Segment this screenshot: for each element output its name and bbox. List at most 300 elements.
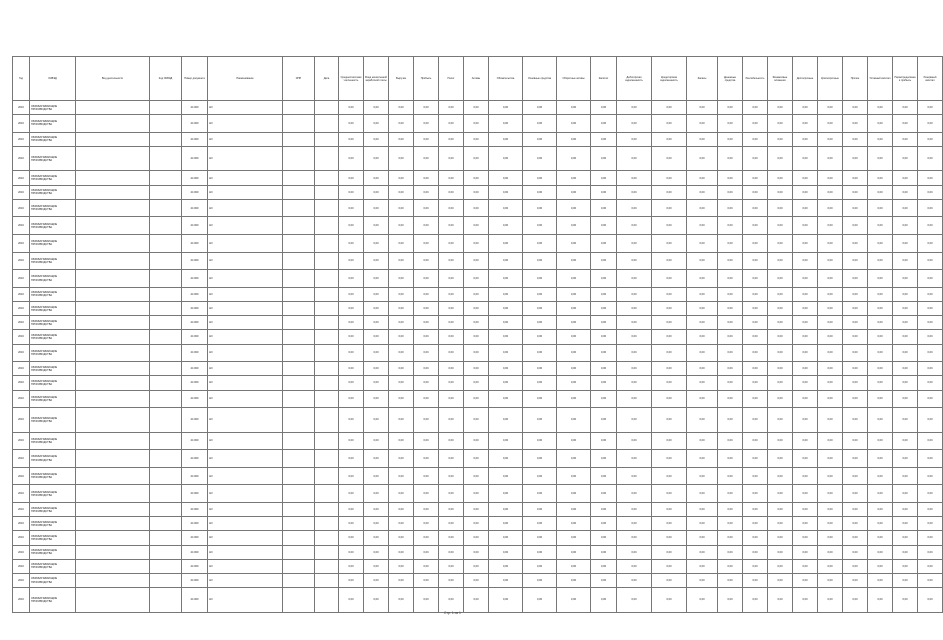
table-cell [150,390,182,408]
table-cell: 0,00 [768,171,793,185]
table-cell: 44 000 [182,115,208,133]
table-cell: 0,00 [339,467,364,485]
table-cell: 0,00 [652,545,687,559]
table-cell: 44 000 [182,344,208,362]
table-cell: 0,00 [818,146,843,171]
table-cell: 0,00 [389,101,414,115]
table-cell: 0,00 [557,432,591,450]
table-cell: 0,00 [591,330,617,344]
table-cell: 0,00 [364,101,389,115]
table-cell [283,132,315,146]
table-row [13,517,943,531]
table-cell: 0,00 [652,132,687,146]
table-cell: 0,00 [843,235,868,253]
table-cell: 0,00 [523,199,557,217]
table-cell: 0,00 [843,171,868,185]
table-cell [150,344,182,362]
table-cell: АО [208,503,283,517]
table-cell: 0,00 [464,316,489,330]
table-cell: 0,00 [652,217,687,235]
column-header: Фонд начисленной заработной платы [364,57,389,101]
table-cell: 0,00 [893,545,918,559]
table-cell: 0,00 [793,503,818,517]
table-cell: 44 000 [182,199,208,217]
table-cell [76,531,150,545]
table-cell [150,101,182,115]
table-cell [283,573,315,587]
table-cell: 0,00 [843,432,868,450]
table-cell: 0,00 [793,199,818,217]
table-cell: 0,00 [718,316,743,330]
table-cell: 0,00 [617,302,652,316]
table-cell: 0,00 [652,432,687,450]
table-cell: 0,00 [893,199,918,217]
table-cell: 0,00 [868,252,893,270]
table-cell: 2016 [13,316,30,330]
table-cell: 0,00 [364,559,389,573]
table-cell: 0,00 [918,408,943,433]
table-cell: 0,00 [743,132,768,146]
table-cell [76,467,150,485]
table-cell: 0,00 [557,316,591,330]
table-cell: 0,00 [489,376,523,390]
table-cell: 0,00 [893,270,918,288]
table-cell: 0,00 [743,235,768,253]
table-cell: 0,00 [389,559,414,573]
table-cell: 0,00 [687,376,718,390]
table-cell: 0,00 [617,545,652,559]
table-row [13,270,943,288]
table-cell [283,316,315,330]
table-cell [283,185,315,199]
table-cell: 2016 [13,235,30,253]
table-cell: 0,00 [893,573,918,587]
table-cell: 0,00 [743,101,768,115]
table-cell: 0,00 [591,185,617,199]
table-cell: 0,00 [464,467,489,485]
table-cell: 0,00 [364,270,389,288]
table-cell: 0,00 [439,432,464,450]
table-cell: 0,00 [464,171,489,185]
table-cell: 0,00 [718,344,743,362]
table-cell [315,467,339,485]
table-cell: 0,00 [389,517,414,531]
table-row [13,485,943,503]
table-row [13,101,943,115]
table-cell: АО [208,302,283,316]
table-cell: 0,00 [793,531,818,545]
table-cell [76,287,150,301]
table-cell: 0,00 [389,217,414,235]
table-cell: 0,00 [843,362,868,376]
table-cell [283,217,315,235]
table-cell [315,252,339,270]
table-cell: 0,00 [768,408,793,433]
table-cell: 0,00 [339,503,364,517]
table-cell: 0,00 [687,217,718,235]
table-cell [76,270,150,288]
table-cell: 0,00 [768,235,793,253]
table-cell: 0,00 [893,362,918,376]
table-cell: 0,00 [818,302,843,316]
table-cell: 0,00 [718,517,743,531]
table-cell: ОБРАБАТЫВАЮЩИЕ ПРОИЗВОДСТВА [30,588,76,613]
table-cell: ОБРАБАТЫВАЮЩИЕ ПРОИЗВОДСТВА [30,559,76,573]
table-cell: 0,00 [652,101,687,115]
table-cell: 0,00 [843,408,868,433]
table-cell: 0,00 [364,545,389,559]
table-cell: 0,00 [339,588,364,613]
table-cell [76,588,150,613]
table-cell: 0,00 [687,270,718,288]
table-cell: 0,00 [893,252,918,270]
table-cell: 2016 [13,467,30,485]
table-cell: 0,00 [768,517,793,531]
table-cell: 0,00 [364,362,389,376]
column-header: Номер документа [182,57,208,101]
table-row [13,115,943,133]
table-cell: 0,00 [893,450,918,468]
table-cell [76,503,150,517]
table-cell: ОБРАБАТЫВАЮЩИЕ ПРОИЗВОДСТВА [30,171,76,185]
table-cell: 0,00 [557,362,591,376]
table-cell: 0,00 [339,171,364,185]
table-cell [76,344,150,362]
table-cell: 0,00 [364,217,389,235]
table-cell [283,146,315,171]
table-cell: 0,00 [652,467,687,485]
table-cell [315,559,339,573]
table-cell: 0,00 [617,467,652,485]
table-cell: 0,00 [439,344,464,362]
table-cell: 0,00 [652,559,687,573]
table-cell: 0,00 [414,531,439,545]
table-cell [283,287,315,301]
table-cell: 0,00 [718,185,743,199]
table-cell: 0,00 [893,503,918,517]
table-cell: 0,00 [793,316,818,330]
table-cell: 2016 [13,545,30,559]
table-cell: 0,00 [768,252,793,270]
table-row [13,432,943,450]
table-cell: 0,00 [743,252,768,270]
table-row [13,450,943,468]
table-cell: АО [208,588,283,613]
table-cell: 2016 [13,390,30,408]
table-cell: 0,00 [843,132,868,146]
table-cell: 0,00 [464,132,489,146]
table-cell: 2016 [13,376,30,390]
table-cell: 0,00 [389,330,414,344]
table-cell: 0,00 [339,432,364,450]
table-cell: 0,00 [439,146,464,171]
table-cell: ОБРАБАТЫВАЮЩИЕ ПРОИЗВОДСТВА [30,316,76,330]
table-cell: 0,00 [687,235,718,253]
table-cell: 0,00 [743,270,768,288]
table-cell: 0,00 [364,485,389,503]
table-cell: 0,00 [652,390,687,408]
table-cell: 0,00 [464,559,489,573]
table-cell: 0,00 [464,344,489,362]
table-cell [150,199,182,217]
table-cell: 0,00 [687,485,718,503]
table-cell: 0,00 [591,252,617,270]
column-header: Рентабельность [743,57,768,101]
table-cell [283,270,315,288]
table-cell: 44 000 [182,330,208,344]
table-row [13,408,943,433]
table-cell: 0,00 [793,252,818,270]
table-cell: 0,00 [818,316,843,330]
column-header: Финансовые вложения [768,57,793,101]
table-cell: 0,00 [439,316,464,330]
table-cell [315,146,339,171]
table-cell [76,432,150,450]
table-cell: 0,00 [557,115,591,133]
table-cell: 0,00 [591,517,617,531]
table-cell: 0,00 [464,503,489,517]
table-cell [315,573,339,587]
table-cell: 0,00 [868,217,893,235]
table-row [13,467,943,485]
table-cell: 0,00 [652,316,687,330]
table-cell: 0,00 [523,287,557,301]
table-cell: 0,00 [652,408,687,433]
table-cell: 0,00 [843,199,868,217]
table-cell: 0,00 [414,199,439,217]
table-cell: 0,00 [339,199,364,217]
table-cell [150,559,182,573]
table-cell: 0,00 [893,390,918,408]
table-cell: 0,00 [364,390,389,408]
table-cell: 0,00 [918,330,943,344]
table-cell: 0,00 [557,132,591,146]
table-cell: 0,00 [591,485,617,503]
table-cell: 0,00 [868,376,893,390]
table-cell: ОБРАБАТЫВАЮЩИЕ ПРОИЗВОДСТВА [30,485,76,503]
table-cell [315,132,339,146]
table-cell: 0,00 [893,330,918,344]
table-cell: 2016 [13,132,30,146]
table-cell: 0,00 [843,270,868,288]
column-header: Уставный капитал [868,57,893,101]
table-cell: 0,00 [489,115,523,133]
table-cell [150,588,182,613]
table-cell: 0,00 [439,559,464,573]
table-cell: 0,00 [617,199,652,217]
table-cell: 0,00 [523,559,557,573]
table-cell: АО [208,330,283,344]
table-cell: 0,00 [793,270,818,288]
table-cell [76,146,150,171]
table-cell: 0,00 [389,390,414,408]
table-cell: ОБРАБАТЫВАЮЩИЕ ПРОИЗВОДСТВА [30,517,76,531]
table-cell [315,185,339,199]
table-cell: 44 000 [182,302,208,316]
table-cell: ОБРАБАТЫВАЮЩИЕ ПРОИЗВОДСТВА [30,132,76,146]
column-header: Запасы [687,57,718,101]
table-cell: 0,00 [687,559,718,573]
table-cell: 0,00 [918,101,943,115]
table-cell: 0,00 [464,450,489,468]
table-cell [315,199,339,217]
table-cell: 0,00 [489,432,523,450]
table-cell: 0,00 [793,146,818,171]
table-cell: ОБРАБАТЫВАЮЩИЕ ПРОИЗВОДСТВА [30,362,76,376]
table-cell: 0,00 [339,450,364,468]
table-cell: 0,00 [918,252,943,270]
table-cell: 0,00 [768,344,793,362]
table-cell: 0,00 [557,235,591,253]
table-cell [315,316,339,330]
table-cell: 0,00 [868,344,893,362]
table-row [13,362,943,376]
table-cell: 0,00 [818,450,843,468]
table-cell: 0,00 [818,362,843,376]
table-cell: 0,00 [523,235,557,253]
table-cell: 0,00 [718,559,743,573]
table-cell: 0,00 [793,467,818,485]
table-cell: 0,00 [414,545,439,559]
table-cell [283,115,315,133]
table-cell: 0,00 [414,559,439,573]
table-cell: 0,00 [389,185,414,199]
column-header: Дебиторская задолженность [617,57,652,101]
table-cell: 0,00 [464,376,489,390]
table-cell: 0,00 [743,362,768,376]
table-cell: 2016 [13,503,30,517]
table-cell [315,450,339,468]
table-cell: 0,00 [389,252,414,270]
table-cell: 0,00 [918,115,943,133]
table-cell: 0,00 [389,344,414,362]
table-cell: 0,00 [768,115,793,133]
table-cell: 0,00 [687,588,718,613]
table-cell: 44 000 [182,235,208,253]
table-row [13,146,943,171]
table-cell: 0,00 [464,573,489,587]
table-cell: 0,00 [617,503,652,517]
table-cell: АО [208,408,283,433]
table-cell: 0,00 [339,485,364,503]
table-cell: 0,00 [617,287,652,301]
table-cell: 0,00 [557,185,591,199]
table-cell: 0,00 [743,376,768,390]
table-cell: 0,00 [591,316,617,330]
table-cell: 0,00 [414,316,439,330]
table-cell: 0,00 [768,302,793,316]
table-cell: 0,00 [464,287,489,301]
table-cell [315,485,339,503]
table-cell: 0,00 [464,217,489,235]
table-cell [150,517,182,531]
table-cell: 0,00 [557,545,591,559]
table-cell: 0,00 [414,302,439,316]
table-cell: 0,00 [591,503,617,517]
table-cell: 0,00 [339,559,364,573]
table-row [13,185,943,199]
table-cell: 0,00 [439,217,464,235]
table-cell: 0,00 [414,217,439,235]
table-cell: 0,00 [591,344,617,362]
table-cell: 0,00 [718,531,743,545]
table-cell: 44 000 [182,146,208,171]
table-cell: АО [208,132,283,146]
table-cell: 0,00 [389,302,414,316]
table-cell: 0,00 [591,390,617,408]
table-cell: 0,00 [523,115,557,133]
table-cell: 0,00 [768,573,793,587]
table-cell: 0,00 [743,545,768,559]
table-cell: 0,00 [464,270,489,288]
table-cell: АО [208,432,283,450]
table-cell: 0,00 [591,217,617,235]
table-cell [283,531,315,545]
table-cell: 0,00 [439,450,464,468]
table-cell: 0,00 [364,450,389,468]
table-cell [76,376,150,390]
table-cell: 0,00 [389,270,414,288]
table-cell: 0,00 [868,390,893,408]
table-cell: 0,00 [339,101,364,115]
table-cell [283,101,315,115]
table-cell: 0,00 [793,408,818,433]
table-cell: 0,00 [793,185,818,199]
table-cell: 0,00 [523,432,557,450]
table-cell: 0,00 [743,467,768,485]
table-cell [150,432,182,450]
table-cell: 0,00 [389,531,414,545]
table-cell: 44 000 [182,545,208,559]
table-cell [76,517,150,531]
table-cell: 0,00 [414,171,439,185]
table-cell: 0,00 [617,330,652,344]
table-cell: 0,00 [414,485,439,503]
table-row [13,235,943,253]
table-cell [283,588,315,613]
table-cell: 0,00 [523,503,557,517]
table-cell [283,559,315,573]
table-cell: 0,00 [439,362,464,376]
column-header: Денежные средства [718,57,743,101]
table-cell: 0,00 [364,199,389,217]
table-row [13,573,943,587]
table-cell: 44 000 [182,503,208,517]
table-cell: 0,00 [364,503,389,517]
table-cell: 0,00 [918,545,943,559]
table-cell [150,217,182,235]
table-cell: 0,00 [617,408,652,433]
table-cell: ОБРАБАТЫВАЮЩИЕ ПРОИЗВОДСТВА [30,185,76,199]
table-cell: 0,00 [893,517,918,531]
table-cell [283,199,315,217]
table-cell: АО [208,467,283,485]
table-cell [283,252,315,270]
table-cell: 0,00 [843,517,868,531]
table-cell: 0,00 [339,390,364,408]
table-cell: 0,00 [591,302,617,316]
table-cell: 44 000 [182,390,208,408]
table-cell: 0,00 [339,146,364,171]
table-cell: 0,00 [591,362,617,376]
table-cell: АО [208,517,283,531]
table-cell: 0,00 [523,270,557,288]
table-cell: ОБРАБАТЫВАЮЩИЕ ПРОИЗВОДСТВА [30,115,76,133]
table-cell: 0,00 [743,217,768,235]
table-cell: 0,00 [818,485,843,503]
table-cell: 0,00 [768,101,793,115]
table-cell: 0,00 [893,235,918,253]
